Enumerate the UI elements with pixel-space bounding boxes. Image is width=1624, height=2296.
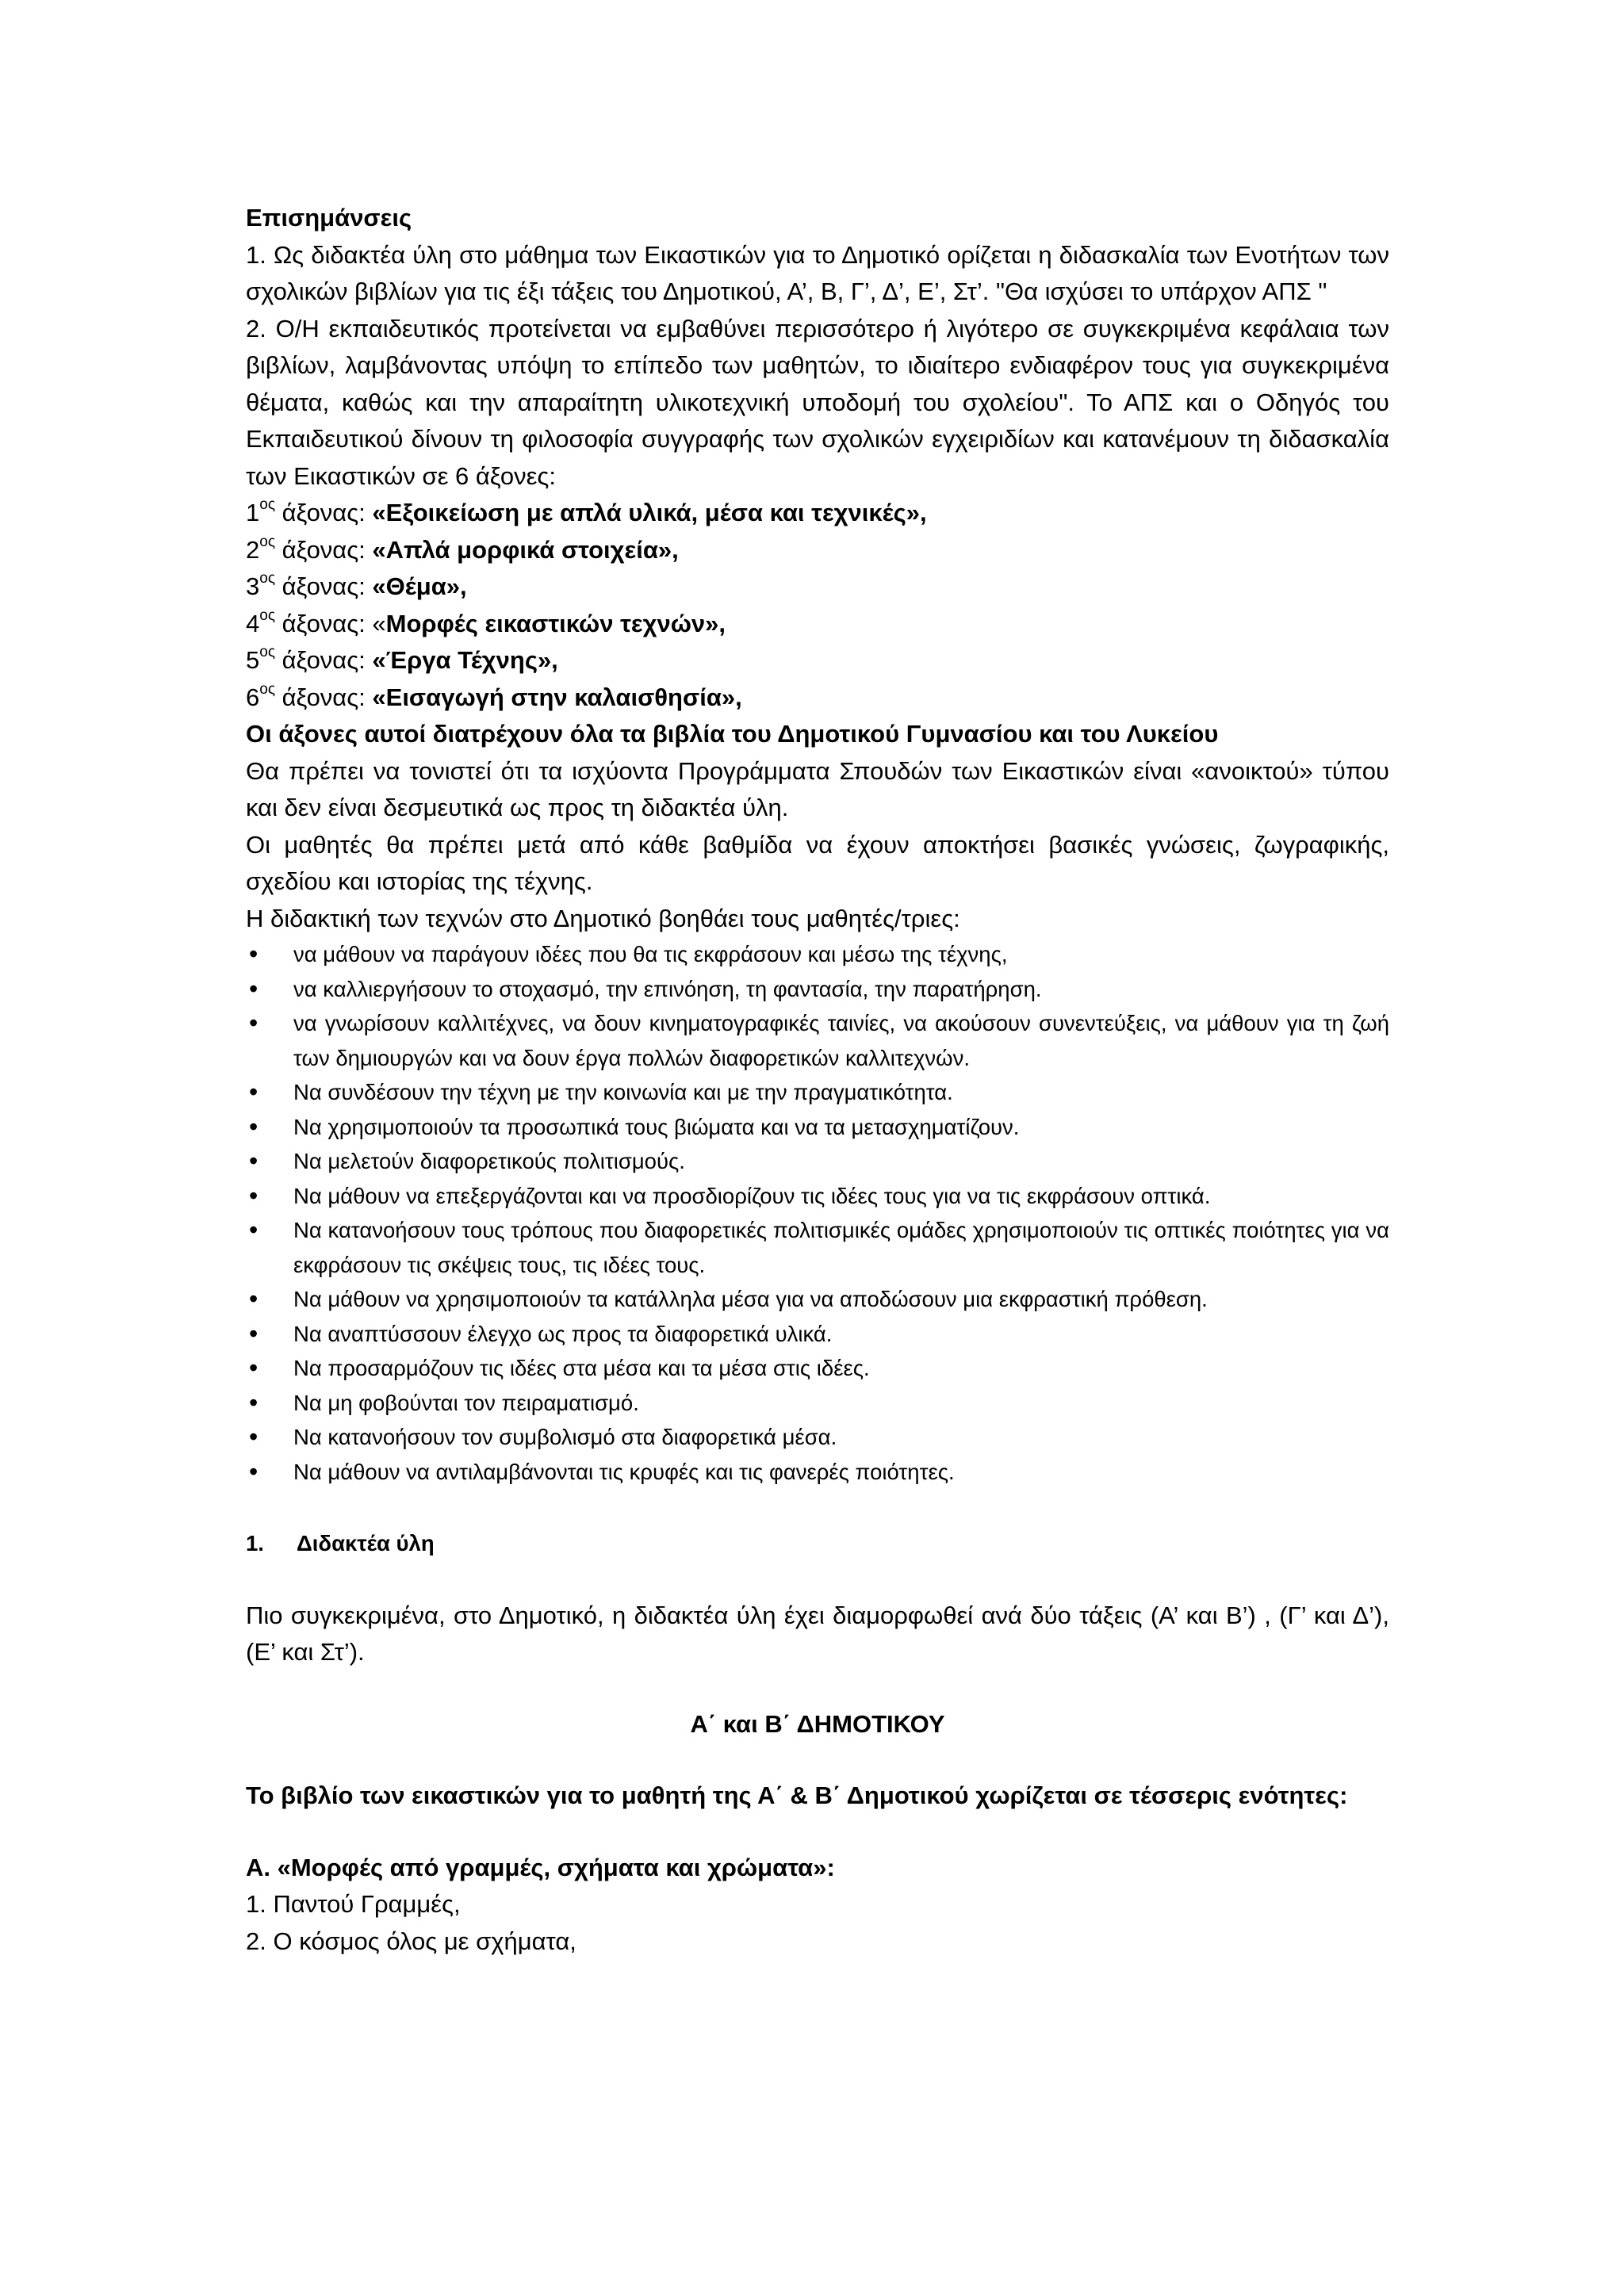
axis-item: $1^{o\varsigma}$ άξονας: «Εξοικείωση με απλά υλικά, μέσα και τεχνικές»,	[246, 496, 927, 526]
notes-heading: Επισημάνσεις	[246, 204, 412, 232]
list-item: • Να προσαρμόζουν τις ιδέες στα μέσα και τα μέσα στις ιδέες.	[246, 1351, 1389, 1386]
list-item: • Να μάθουν να χρησιμοποιούν τα κατάλληλα μέσα για να αποδώσουν μια εκφραστική πρόθεση.	[246, 1282, 1389, 1317]
list-item: • Να μη φοβούνται τον πειραματισμό.	[246, 1386, 1389, 1421]
didactics-paragraph: Η διδακτική των τεχνών στο Δημοτικό βοηθάει τους μαθητές/τριες:	[246, 904, 960, 932]
axis-item: $4^{o\varsigma}$ άξονας: «Μορφές εικαστικών τεχνών»,	[246, 607, 726, 637]
axis-item: $2^{o\varsigma}$ άξονας: «Απλά μορφικά στοιχεία»,	[246, 533, 679, 564]
notes-paragraph-2: 2. Ο/Η εκπαιδευτικός προτείνεται να εμβαθύνει περισσότερο ή λιγότερο σε συγκεκριμένα κεφάλαια των βιβλίων, λαμβάνοντας υπόψη το επίπεδο των μαθητών, το ιδιαίτερο ενδιαφέρον τους για συγκεκριμένα θέματα, καθώς και την απαραίτητη υλικοτεχνική υποδομή του σχολείου". Το ΑΠΣ και ο Οδηγός του Εκπαιδευτικού δίνουν τη φιλοσοφία συγγραφής των σχολικών εγχειριδίων και κατανέμουν τη διδασκαλία των Εικαστικών σε 6 άξονες:	[246, 314, 1389, 490]
section-heading	[246, 1525, 1389, 1563]
list-item: • Να κατανοήσουν τους τρόπους που διαφορετικές πολιτισμικές ομάδες χρησιμοποιούν τις οπτικές ποιότητες για να εκφράσουν τις σκέψεις τους, τις ιδέες τους.	[246, 1213, 1389, 1282]
open-curriculum-paragraph: Θα πρέπει να τονιστεί ότι τα ισχύοντα Προγράμματα Σπουδών των Εικαστικών είναι «ανοικτού» τύπου και δεν είναι δεσμευτικά ως προς τη διδακτέα ύλη.	[246, 756, 1389, 821]
axis-item: $3^{o\varsigma}$ άξονας: «Θέμα»,	[246, 570, 467, 600]
list-item: • να μάθουν να παράγουν ιδέες που θα τις εκφράσουν και μέσω της τέχνης,	[246, 937, 1389, 972]
list-item: • να καλλιεργήσουν το στοχασμό, την επινόηση, τη φαντασία, την παρατήρηση.	[246, 972, 1389, 1007]
list-item: • Να μάθουν να επεξεργάζονται και να προσδιορίζουν τις ιδέες τους για να τις εκφράσουν οπτικά.	[246, 1179, 1389, 1214]
unit-a-item: 1. Παντού Γραμμές,	[246, 1890, 461, 1918]
goals-bullet-list	[246, 937, 1389, 1489]
axis-item: $6^{o\varsigma}$ άξονας: «Εισαγωγή στην καλαισθησία»,	[246, 680, 742, 711]
list-item: • Να μελετούν διαφορετικούς πολιτισμούς.	[246, 1144, 1389, 1179]
list-item: • Να κατανοήσουν τον συμβολισμό στα διαφορετικά μέσα.	[246, 1420, 1389, 1455]
list-item: • Να αναπτύσσουν έλεγχο ως προς τα διαφορετικά υλικά.	[246, 1317, 1389, 1352]
axes-list	[246, 495, 1389, 716]
notes-paragraph-1: 1. Ως διδακτέα ύλη στο μάθημα των Εικαστικών για το Δημοτικό ορίζεται η διδασκαλία των Ενοτήτων των σχολικών βιβλίων για τις έξι τάξεις του Δημοτικού, Α’, Β, Γ’, Δ’, Ε’, Στ’. "Θα ισχύσει το υπάρχον ΑΠΣ "	[246, 240, 1389, 305]
section-number: 1.	[246, 1531, 264, 1556]
list-item: • να γνωρίσουν καλλιτέχνες, να δουν κινηματογραφικές ταινίες, να ακούσουν συνεντεύξεις, να μάθουν για τη ζωή των δημιουργών και να δουν έργα πολλών διαφορετικών καλλιτεχνών.	[246, 1006, 1389, 1075]
section-paragraph: Πιο συγκεκριμένα, στο Δημοτικό, η διδακτέα ύλη έχει διαμορφωθεί ανά δύο τάξεις (Α’ και Β’) , (Γ’ και Δ’), (Ε’ και Στ’).	[246, 1601, 1389, 1666]
list-item: • Να μάθουν να αντιλαμβάνονται τις κρυφές και τις φανερές ποιότητες.	[246, 1455, 1389, 1490]
unit-a-item: 2. Ο κόσμος όλος με σχήματα,	[246, 1927, 576, 1955]
axes-note: Οι άξονες αυτοί διατρέχουν όλα τα βιβλία του Δημοτικού Γυμνασίου και του Λυκείου	[246, 720, 1219, 748]
section-title: Διδακτέα ύλη	[297, 1531, 435, 1556]
axis-item: $5^{o\varsigma}$ άξονας: «Έργα Τέχνης»,	[246, 644, 558, 674]
grade-heading: Α΄ και Β΄ ΔΗΜΟΤΙΚΟΥ	[690, 1709, 945, 1738]
list-item: • Να χρησιμοποιούν τα προσωπικά τους βιώματα και να τα μετασχηματίζουν.	[246, 1110, 1389, 1145]
unit-a-heading: Α. «Μορφές από γραμμές, σχήματα και χρώματα»:	[246, 1853, 835, 1881]
students-paragraph: Οι μαθητές θα πρέπει μετά από κάθε βαθμίδα να έχουν αποκτήσει βασικές γνώσεις, ζωγραφικής, σχεδίου και ιστορίας της τέχνης.	[246, 830, 1389, 895]
list-item: • Να συνδέσουν την τέχνη με την κοινωνία και με την πραγματικότητα.	[246, 1075, 1389, 1110]
book-intro: Το βιβλίο των εικαστικών για το μαθητή της Α΄ & Β΄ Δημοτικού χωρίζεται σε τέσσερις ενότητες:	[246, 1781, 1348, 1809]
document-page	[246, 200, 1389, 1960]
